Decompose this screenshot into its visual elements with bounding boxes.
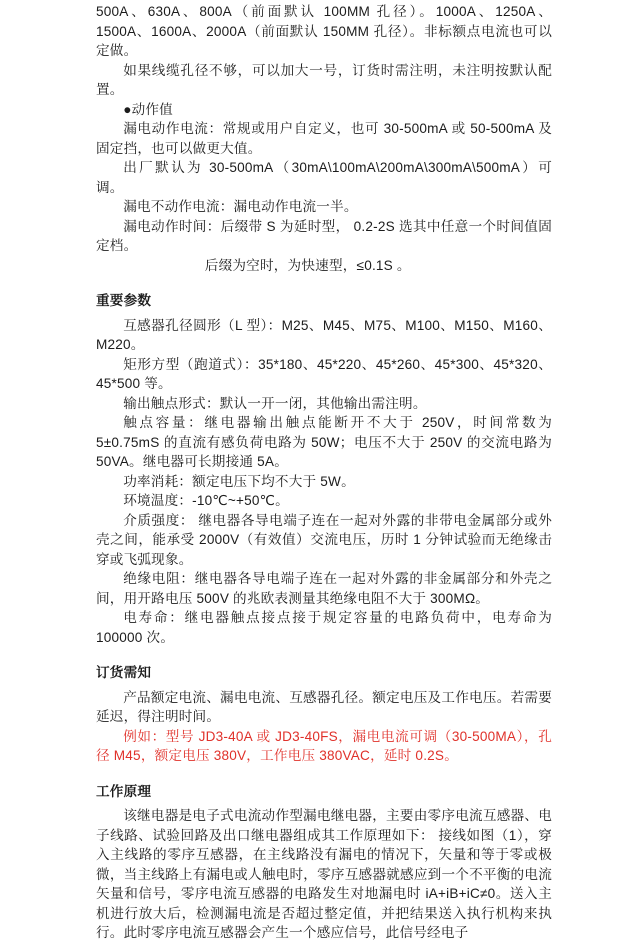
paragraph: 出厂默认为 30-500mA（30mA\100mA\200mA\300mA\500mA）可调。 [96, 160, 552, 195]
paragraph: 漏电动作时间：后缀带 S 为延时型， 0.2-2S 选其中任意一个时间值固定档。 [96, 218, 552, 253]
paragraph: 漏电动作电流：常规或用户自定义，也可 30-500mA 或 50-500mA 及固定挡，也可以做更大值。 [96, 121, 552, 156]
example-paragraph-red: 例如：型号 JD3-40A 或 JD3-40FS，漏电电流可调（30-500MA），孔径 M45，额定电压 380V，工作电压 380VAC，延时 0.2S。 [96, 728, 552, 763]
paragraph: 输出触点形式：默认一开一闭，其他输出需注明。 [123, 395, 427, 411]
paragraph: 该继电器是电子式电流动作型漏电继电器，主要由零序电流互感器、电子线路、试验回路及出口继电器组成其工作原理如下： 接线如图（1），穿入主线路的零序互感器，在主线路没有漏电的情况下，矢量和等于零或极微，当主线路上有漏电或人触电时，零序互感器就感应到一个不平衡的电流矢量和信号，零序电流互感器的电路发生对地漏电时 iA+iB+iC≠0。送入主机进行放大后，检测漏电流是否超过整定值，并把结果送入执行机构来执行。此时零序电流互感器会产生一个感应信号，此信号经电子 [96, 808, 552, 940]
paragraph: 产品额定电流、漏电电流、互感器孔径。额定电压及工作电压。若需要延迟，得注明时间。 [96, 689, 552, 724]
paragraph: 介质强度： 继电器各导电端子连在一起对外露的非带电金属部分或外壳之间，能承受 2000V（有效值）交流电压，历时 1 分钟试验而无绝缘击穿或飞弧现象。 [96, 512, 552, 567]
paragraph: 电寿命：继电器触点接点接于规定容量的电路负荷中，电寿命为 100000 次。 [96, 610, 552, 645]
paragraph: 500A、630A、800A（前面默认 100MM 孔径）。1000A、1250A、1500A、1600A、2000A（前面默认 150MM 孔径）。非标额点电流也可以定做。 [96, 4, 552, 58]
section-heading: 重要参数 [96, 293, 152, 308]
paragraph: 漏电不动作电流：漏电动作电流一半。 [123, 199, 358, 214]
paragraph: ●动作值 [123, 101, 173, 117]
paragraph: 矩形方型（跑道式）：35*180、45*220、45*260、45*300、45*320、45*500 等。 [96, 356, 552, 391]
paragraph: 环境温度：-10℃~+50℃。 [123, 493, 289, 508]
paragraph: 功率消耗：额定电压下均不大于 5W。 [123, 473, 355, 489]
paragraph: 后缀为空时，为快速型，≤0.1S 。 [204, 257, 411, 273]
paragraph: 绝缘电阻：继电器各导电端子连在一起对外露的非金属部分和外壳之间，用开路电压 500V 的兆欧表测量其绝缘电阻不大于 300MΩ。 [96, 571, 552, 606]
paragraph: 互感器孔径圆形（L 型）：M25、M45、M75、M100、M150、M160、M220。 [96, 317, 552, 352]
paragraph: 触点容量：继电器输出触点能断开不大于 250V，时间常数为 5±0.75mS 的直流有感负荷电路为 50W；电压不大于 250V 的交流电路为 50VA。继电器可长期接通 5A。 [96, 415, 552, 469]
section-heading: 订货需知 [96, 665, 152, 680]
section-heading: 工作原理 [96, 783, 152, 799]
paragraph: 如果线缆孔径不够，可以加大一号，订货时需注明，未注明按默认配置。 [96, 62, 552, 97]
document-body [96, 2, 552, 943]
